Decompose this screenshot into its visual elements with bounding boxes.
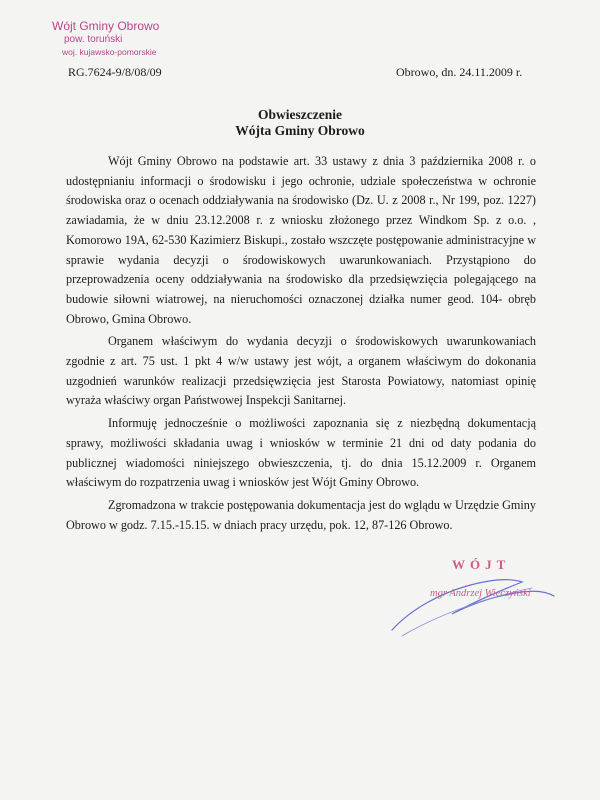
paragraph: Wójt Gminy Obrowo na podstawie art. 33 ustawy z dnia 3 października 2008 r. o udostępnianiu informacji o środowisku i jego ochronie, udziale społeczeństwa w ochronie środowiska oraz o ocenach oddziaływania na środowisko (Dz. U. z 2008 r., Nr 199, poz. 1227) zawiadamia, że w dniu 23.12.2008 r. z wniosku złożonego przez Windkom Sp. z o.o. , Komorowo 19A, 62-530 Kazimierz Biskupi., zostało wszczęte postępowanie administracyjne w sprawie wydania decyzji o środowiskowych uwarunkowaniach. Przystąpiono do przeprowadzenia oceny oddziaływania na środowisko dla przedsięwzięcia polegającego na budowie siłowni wiatrowej, na nieruchomości oznaczonej działka numer geod. 104- obręb Obrowo, Gmina Obrowo. — [66, 154, 536, 326]
paragraph: Zgromadzona w trakcie postępowania dokumentacja jest do wglądu w Urzędzie Gminy Obrowo w godz. 7.15.-15.15. w dniach pracy urzędu, pok. 12, 87-126 Obrowo. — [66, 497, 536, 532]
office-stamp — [52, 20, 159, 59]
document-title — [0, 107, 600, 139]
stamp-line-1: Wójt Gminy Obrowo — [52, 19, 160, 33]
document-body — [66, 152, 536, 538]
signatory-name: mgr Andrzej Wieczyński — [430, 588, 531, 599]
stamp-line-2: pow. toruński — [64, 34, 123, 45]
paragraph: Organem właściwym do wydania decyzji o środowiskowych uwarunkowaniach zgodnie z art. 75 ust. 1 pkt 4 w/w ustawy jest wójt, a organem właściwym do dokonania uzgodnień warunków realizacji przedsięwzięcia jest Starosta Powiatowy, natomiast opinię wyraża właściwy organ Państwowej Inspekcji Sanitarnej. — [66, 334, 536, 408]
title-line-2: Wójta Gminy Obrowo — [235, 123, 365, 138]
title-line-1: Obwieszczenie — [258, 107, 342, 122]
reference-number: RG.7624-9/8/08/09 — [68, 65, 162, 79]
paragraph: Informuję jednocześnie o możliwości zapoznania się z niezbędną dokumentacją sprawy, możliwości składania uwag i wniosków w terminie 21 dni od daty podania do publicznej wiadomości niniejszego obwieszczenia, tj. do dnia 15.12.2009 r. Organem właściwym do rozpatrzenia uwag i wniosków jest Wójt Gminy Obrowo. — [66, 416, 536, 490]
place-and-date: Obrowo, dn. 24.11.2009 r. — [396, 65, 523, 79]
stamp-line-3: woj. kujawsko-pomorskie — [62, 47, 157, 57]
signatory-title: WÓJT — [452, 557, 511, 572]
